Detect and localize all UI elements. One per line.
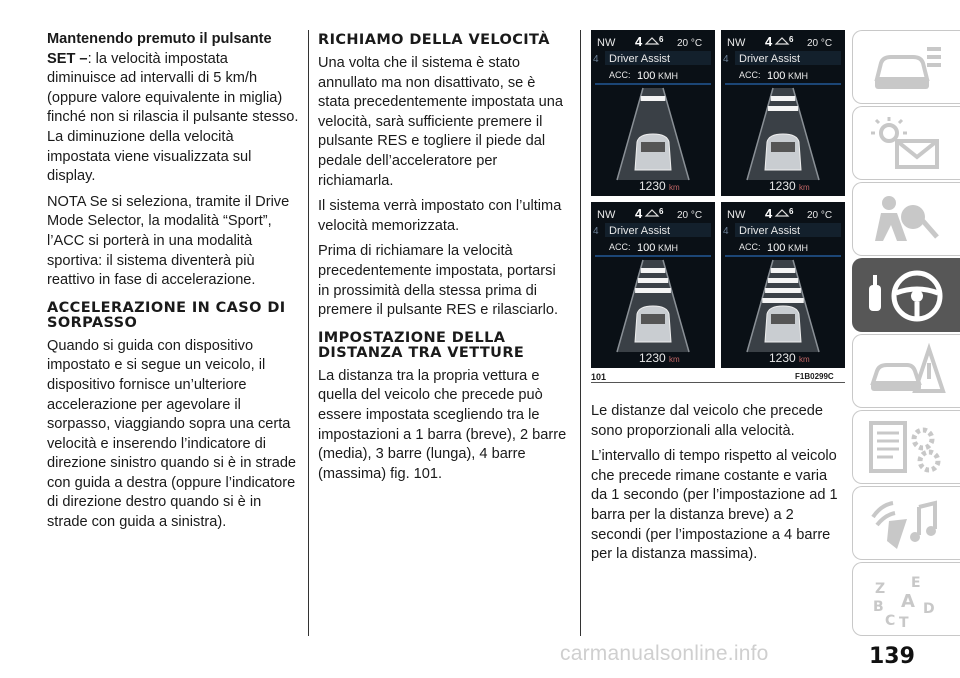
heading-acceleration: ACCELERAZIONE IN CASO DI SORPASSO <box>47 299 286 331</box>
distance-bar <box>635 288 671 293</box>
tab-safety[interactable] <box>852 182 960 256</box>
paragraph-interval: L’intervallo di tempo rispetto al veicolo che precede rimane costante e varia da 1 secondo (per l’impostazione ad 1 barra per la distanza breve) a 2 secondi (per l’impostazione a 4 barre per la distanza massima). <box>591 448 838 563</box>
distance-bar <box>771 268 796 273</box>
acc-speed: 100 <box>637 70 656 82</box>
paragraph-recall-2: Il sistema verrà impostato con l’ultima velocità memorizzata. <box>318 198 562 234</box>
paragraph-proportional: Le distanze dal veicolo che precede sono proporzionali alla velocità. <box>591 403 824 439</box>
paragraph-distance: La distanza tra la propria vettura e quella del veicolo che precede può essere impostata scegliendo tra le impostazioni a 1 barra (breve), 2 barre (media), 3 barre (lunga), 4 barre (massima) fig. 101. <box>318 367 567 482</box>
key-steering-wheel-icon <box>867 267 947 325</box>
heading-distance-setting: IMPOSTAZIONE DELLA DISTANZA TRA VETTURE <box>318 329 525 361</box>
column-middle <box>318 30 570 490</box>
page-number: 139 <box>869 644 915 669</box>
panel-title: Driver Assist <box>609 225 671 237</box>
panel-title: Driver Assist <box>739 225 801 237</box>
cluster-display <box>591 30 715 196</box>
svg-text:T: T <box>899 615 909 629</box>
tab-multimedia[interactable] <box>852 486 960 560</box>
column-left <box>47 30 299 539</box>
cluster-display <box>721 202 845 368</box>
multimedia-music-icon <box>867 495 947 553</box>
warning-lights-icon <box>867 115 947 173</box>
odometer: 1230 <box>639 179 666 193</box>
panel-title: Driver Assist <box>609 53 671 65</box>
panel-title: Driver Assist <box>739 53 801 65</box>
odometer-unit: km <box>669 183 680 192</box>
temperature-text: 20 °C <box>807 210 833 221</box>
distance-bar <box>762 298 803 303</box>
paragraph-set-minus <box>47 30 299 187</box>
figure-caption-line <box>591 382 845 383</box>
car-window <box>641 314 665 324</box>
car-window <box>771 142 795 152</box>
odometer: 1230 <box>639 351 666 365</box>
tab-starting-driving[interactable] <box>852 258 960 332</box>
odometer: 1230 <box>769 351 796 365</box>
gear-text: 4 <box>635 34 643 49</box>
figure-101 <box>591 30 845 370</box>
watermark: carmanualsonline.info <box>560 642 769 665</box>
tab-dashboard[interactable] <box>852 30 960 104</box>
column-divider-2 <box>580 30 581 636</box>
cluster-panel <box>721 202 848 372</box>
distance-bar <box>638 278 668 283</box>
distance-bar <box>771 96 796 101</box>
gear-small-text: 6 <box>789 35 794 44</box>
column-right <box>591 402 845 571</box>
distance-bar <box>768 278 798 283</box>
odometer-unit: km <box>669 355 680 364</box>
car-dashboard-icon <box>867 39 947 97</box>
car-crash-icon <box>867 343 947 401</box>
gear-text: 4 <box>765 34 773 49</box>
heading-speed-recall: RICHIAMO DELLA VELOCITÀ <box>318 32 550 48</box>
acc-speed: 100 <box>637 242 656 254</box>
temperature-text: 20 °C <box>677 210 703 221</box>
acc-unit: KMH <box>658 243 678 253</box>
acc-speed: 100 <box>767 242 786 254</box>
svg-text:Z: Z <box>875 581 886 597</box>
tab-emergency[interactable] <box>852 334 960 408</box>
gear-small-text: 6 <box>789 207 794 216</box>
cluster-panel <box>591 202 718 372</box>
cluster-display <box>591 202 715 368</box>
acc-speed: 100 <box>767 70 786 82</box>
svg-text:B: B <box>873 599 884 615</box>
heading-text: NW <box>597 209 616 221</box>
paragraph-nota: NOTA Se si seleziona, tramite il Drive Mode Selector, la modalità “Sport”, l’ACC si porterà in una modalità sportiva: il sistema diventerà più reattivo in fase di accelerazione. <box>47 193 290 289</box>
acc-label: ACC: <box>609 70 631 80</box>
paragraph-overtake: Quando si guida con dispositivo impostato e si segue un veicolo, il dispositivo fornisce un’ulteriore accelerazione per agevolare il sorpasso, viaggiando sopra una certa velocità e inserendo l’indicatore di direzione sinistro quando si è in strade con guida a destra (oppure l’indicatore di direzione destro quando si è in strade con guida a sinistra). <box>47 337 297 531</box>
svg-text:A: A <box>901 591 915 612</box>
acc-unit: KMH <box>658 71 678 81</box>
odometer-unit: km <box>799 183 810 192</box>
svg-text:D: D <box>923 601 935 617</box>
car-window <box>771 314 795 324</box>
temperature-text: 20 °C <box>807 38 833 49</box>
acc-unit: KMH <box>788 243 808 253</box>
svg-text:C: C <box>885 613 896 629</box>
odometer: 1230 <box>769 179 796 193</box>
acc-label: ACC: <box>739 70 761 80</box>
tab-index[interactable] <box>852 562 960 636</box>
temperature-text: 20 °C <box>677 38 703 49</box>
figure-number: 101 <box>591 372 607 382</box>
gear-small-text: 6 <box>659 35 664 44</box>
distance-bar <box>765 288 801 293</box>
car-window <box>641 142 665 152</box>
gear-text: 4 <box>635 206 643 221</box>
cluster-display <box>721 30 845 196</box>
lead-rest: : la velocità impostata diminuisce ad intervalli di 5 km/h (oppure valore equivalente in miglia) finché non si rilascia il pulsante stesso. La diminuzione della velocità impostata viene visualizzata sul display. <box>47 50 299 185</box>
tab-warning-lights[interactable] <box>852 106 960 180</box>
heading-text: NW <box>727 209 746 221</box>
distance-bar <box>641 268 666 273</box>
column-divider-1 <box>308 30 309 636</box>
side-number: 4 <box>723 54 729 65</box>
gear-small-text: 6 <box>659 207 664 216</box>
paragraph-recall-3: Prima di richiamare la velocità precedentemente impostata, portarsi in prossimità della stessa prima di premere il pulsante RES e rilasciarlo. <box>318 243 559 319</box>
svg-text:E: E <box>911 575 921 591</box>
distance-bar <box>641 96 666 101</box>
cluster-panel <box>591 30 718 200</box>
airbag-safety-icon <box>867 191 947 249</box>
alphabet-index-icon <box>867 571 947 629</box>
odometer-unit: km <box>799 355 810 364</box>
side-number: 4 <box>593 226 599 237</box>
acc-label: ACC: <box>739 242 761 252</box>
paragraph-recall-1: Una volta che il sistema è stato annullato ma non disattivato, se è stata precedentemente impostata una velocità, sarà sufficiente premere il pulsante RES e togliere il piede dal pedale dell’acceleratore per richiamarla. <box>318 55 564 189</box>
maintenance-gears-icon <box>867 419 947 477</box>
distance-bar <box>768 106 798 111</box>
side-number: 4 <box>593 54 599 65</box>
acc-unit: KMH <box>788 71 808 81</box>
tab-maintenance[interactable] <box>852 410 960 484</box>
heading-text: NW <box>727 37 746 49</box>
gear-text: 4 <box>765 206 773 221</box>
side-number: 4 <box>723 226 729 237</box>
acc-label: ACC: <box>609 242 631 252</box>
heading-text: NW <box>597 37 616 49</box>
lead-bold: Mantenendo premuto il pulsante SET – <box>47 31 272 67</box>
figure-code: F1B0299C <box>795 372 834 381</box>
cluster-panel <box>721 30 848 200</box>
